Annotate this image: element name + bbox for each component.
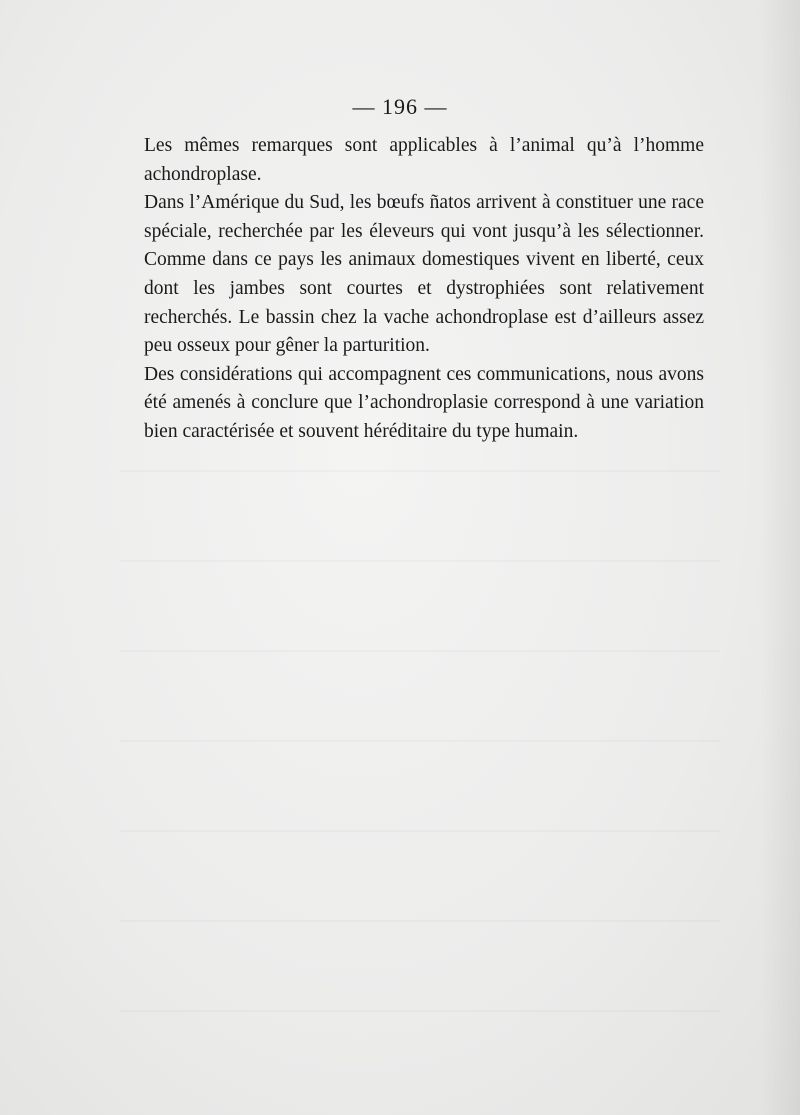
paragraph-3: Des considérations qui accompagnent ces communications, nous avons été amenés à conclure que l’achondroplasie correspond à une variation bien caractérisée et souvent héréditaire du type humain.	[144, 363, 704, 442]
page-number: — 196 —	[352, 94, 448, 119]
show-through-line	[120, 650, 720, 652]
show-through-line	[120, 740, 720, 742]
body-text	[144, 132, 704, 447]
show-through-line	[120, 1010, 720, 1012]
page-edge-shadow	[760, 0, 800, 1115]
paragraph-1: Les mêmes remarques sont applicables à l’animal qu’à l’homme achondroplase.	[144, 135, 704, 185]
paragraph-2: Dans l’Amérique du Sud, les bœufs ñatos arrivent à constituer une race spéciale, recherchée par les éleveurs qui vont jusqu’à les sélectionner. Comme dans ce pays les animaux domestiques vivent en liberté, ceux dont les jambes sont courtes et dystrophiées sont relativement recherchés. Le bassin chez la vache achondroplase est d’ailleurs assez peu osseux pour gêner la parturition.	[144, 192, 704, 357]
show-through-line	[120, 470, 720, 472]
show-through-line	[120, 830, 720, 832]
show-through-line	[120, 920, 720, 922]
show-through-line	[120, 560, 720, 562]
